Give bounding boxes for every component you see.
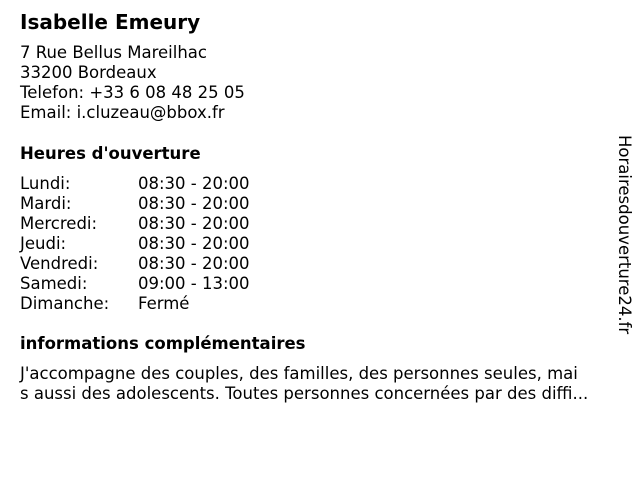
hours-day: Mercredi: xyxy=(20,214,98,233)
hours-day: Lundi: xyxy=(20,174,71,193)
hours-row xyxy=(20,254,250,274)
hours-row xyxy=(20,294,250,314)
hours-time: 08:30 - 20:00 xyxy=(138,214,250,233)
site-watermark: Horairesdouverture24.fr xyxy=(615,135,634,335)
hours-heading: Heures d'ouverture xyxy=(20,144,201,163)
hours-row xyxy=(20,234,250,254)
phone-line: Telefon: +33 6 08 48 25 05 xyxy=(20,83,245,102)
hours-day: Dimanche: xyxy=(20,294,110,313)
hours-time: Fermé xyxy=(138,294,190,313)
hours-row xyxy=(20,274,250,294)
hours-time: 08:30 - 20:00 xyxy=(138,234,250,253)
address-line-2: 33200 Bordeaux xyxy=(20,63,157,82)
hours-day: Jeudi: xyxy=(20,234,67,253)
hours-time: 08:30 - 20:00 xyxy=(138,194,250,213)
hours-time: 09:00 - 13:00 xyxy=(138,274,250,293)
hours-table xyxy=(20,174,250,314)
hours-row xyxy=(20,214,250,234)
hours-day: Samedi: xyxy=(20,274,88,293)
hours-day: Vendredi: xyxy=(20,254,99,273)
address-line-1: 7 Rue Bellus Mareilhac xyxy=(20,43,207,62)
email-line: Email: i.cluzeau@bbox.fr xyxy=(20,103,225,122)
info-line-2: s aussi des adolescents. Toutes personnes concernées par des diffi... xyxy=(20,384,589,403)
hours-time: 08:30 - 20:00 xyxy=(138,174,250,193)
info-description xyxy=(20,364,620,404)
business-name: Isabelle Emeury xyxy=(20,10,201,34)
hours-row xyxy=(20,174,250,194)
hours-time: 08:30 - 20:00 xyxy=(138,254,250,273)
info-heading: informations complémentaires xyxy=(20,334,306,353)
hours-row xyxy=(20,194,250,214)
contact-block xyxy=(20,43,245,123)
hours-day: Mardi: xyxy=(20,194,72,213)
info-line-1: J'accompagne des couples, des familles, des personnes seules, mai xyxy=(20,364,578,383)
